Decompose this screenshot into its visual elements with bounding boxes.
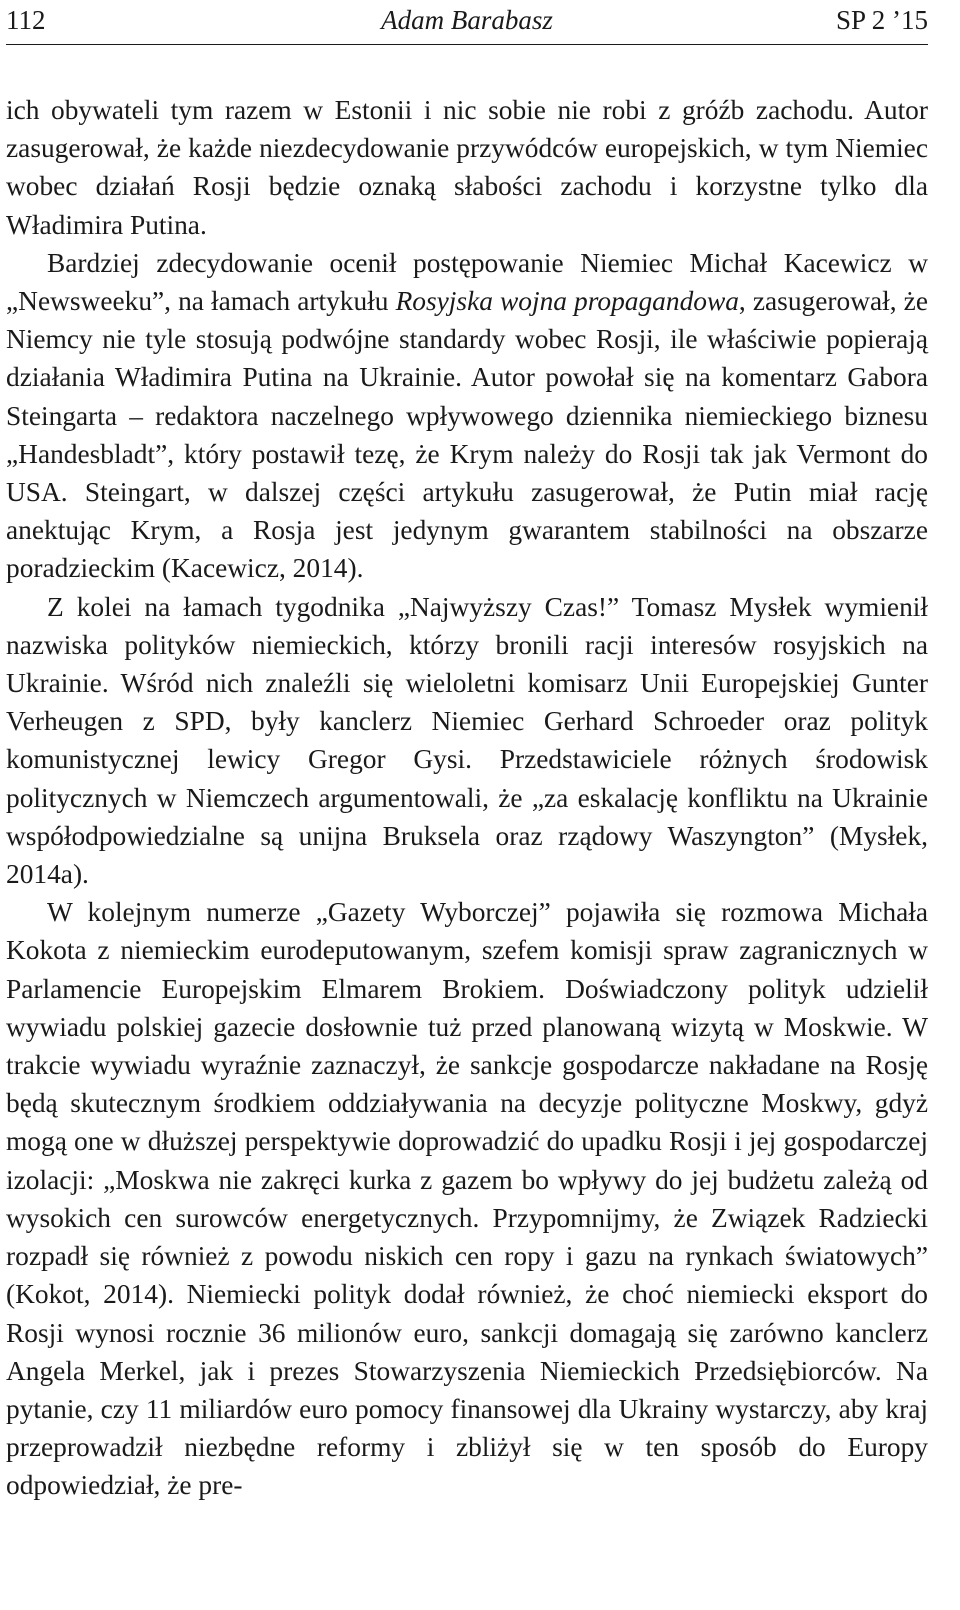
paragraph-kacewicz	[6, 244, 928, 588]
paragraph-text: , zasugerował, że Niemcy nie tyle stosują podwójne standardy wobec Rosji, ile właściwie popierają działania Władimira Putina na Ukrainie. Autor powołał się na komentarz Gabora Steingarta – redaktora naczelnego wpływowego dziennika niemieckiego biznesu „Handesbladt”, który postawił tezę, że Krym należy do Rosji tak jak Vermont do USA. Steingart, w dalszej części artykułu zasugerował, że Putin miał rację anektując Krym, a Rosja jest jedynym gwarantem stabilności na obszarze poradzieckim (Kacewicz, 2014).	[6, 286, 928, 584]
running-header-author: Adam Barabasz	[381, 5, 553, 35]
document-page	[6, 0, 928, 1505]
paragraph-text: Bardziej zdecydowanie ocenił postępowanie Niemiec Michał Kacewicz w „Newsweeku”, na łamach artykułu	[6, 247, 928, 317]
running-header	[6, 0, 928, 45]
running-header-journal: SP 2 ’15	[835, 5, 928, 35]
body-text	[6, 91, 928, 1505]
paragraph-myslek: Z kolei na łamach tygodnika „Najwyższy Czas!” Tomasz Mysłek wymienił nazwiska polityków niemieckich, którzy bronili racji interesów rosyjskich na Ukrainie. Wśród nich znaleźli się wieloletni komisarz Unii Europejskiej Gunter Verheugen z SPD, były kanclerz Niemiec Gerhard Schroeder oraz polityk komunistycznej lewicy Gregor Gysi. Przedstawiciele różnych środowisk politycznych w Niemczech argumentowali, że „za eskalację konfliktu na Ukrainie współodpowiedzialne są unijna Bruksela oraz rządowy Waszyngton” (Mysłek, 2014a).	[6, 591, 928, 890]
article-title-italic: Rosyjska wojna propagandowa	[395, 286, 739, 317]
page-number: 112	[6, 5, 46, 35]
paragraph-continuation: ich obywateli tym razem w Estonii i nic sobie nie robi z gróźb zachodu. Autor zasugerował, że każde niezdecydowanie przywódców europejskich, w tym Niemiec wobec działań Rosji będzie oznaką słabości zachodu i korzystne tylko dla Władimira Putina.	[6, 95, 928, 240]
paragraph-kokot: W kolejnym numerze „Gazety Wyborczej” pojawiła się rozmowa Michała Kokota z niemieckim eurodeputowanym, szefem komisji spraw zagranicznych w Parlamencie Europejskim Elmarem Brokiem. Doświadczony polityk udzielił wywiadu polskiej gazecie dosłownie tuż przed planowaną wizytą w Moskwie. W trakcie wywiadu wyraźnie zaznaczył, że sankcje gospodarcze nakładane na Rosję będą skutecznym środkiem oddziaływania na decyzje polityczne Moskwy, gdyż mogą one w dłuższej perspektywie doprowadzić do upadku Rosji i jej gospodarczej izolacji: „Moskwa nie zakręci kurka z gazem bo wpływy do jej budżetu zależą od wysokich cen surowców energetycznych. Przypomnijmy, że Związek Radziecki rozpadł się również z powodu niskich cen ropy i gazu na rynkach światowych” (Kokot, 2014). Niemiecki polityk dodał również, że choć niemiecki eksport do Rosji wynosi rocznie 36 milionów euro, sankcji domagają się zarówno kanclerz Angela Merkel, jak i prezes Stowarzyszenia Niemieckich Przedsiębiorców. Na pytanie, czy 11 miliardów euro pomocy finansowej dla Ukrainy wystarczy, aby kraj przeprowadził niezbędne reformy i zbliżył się w ten sposób do Europy odpowiedział, że pre-	[6, 897, 928, 1501]
